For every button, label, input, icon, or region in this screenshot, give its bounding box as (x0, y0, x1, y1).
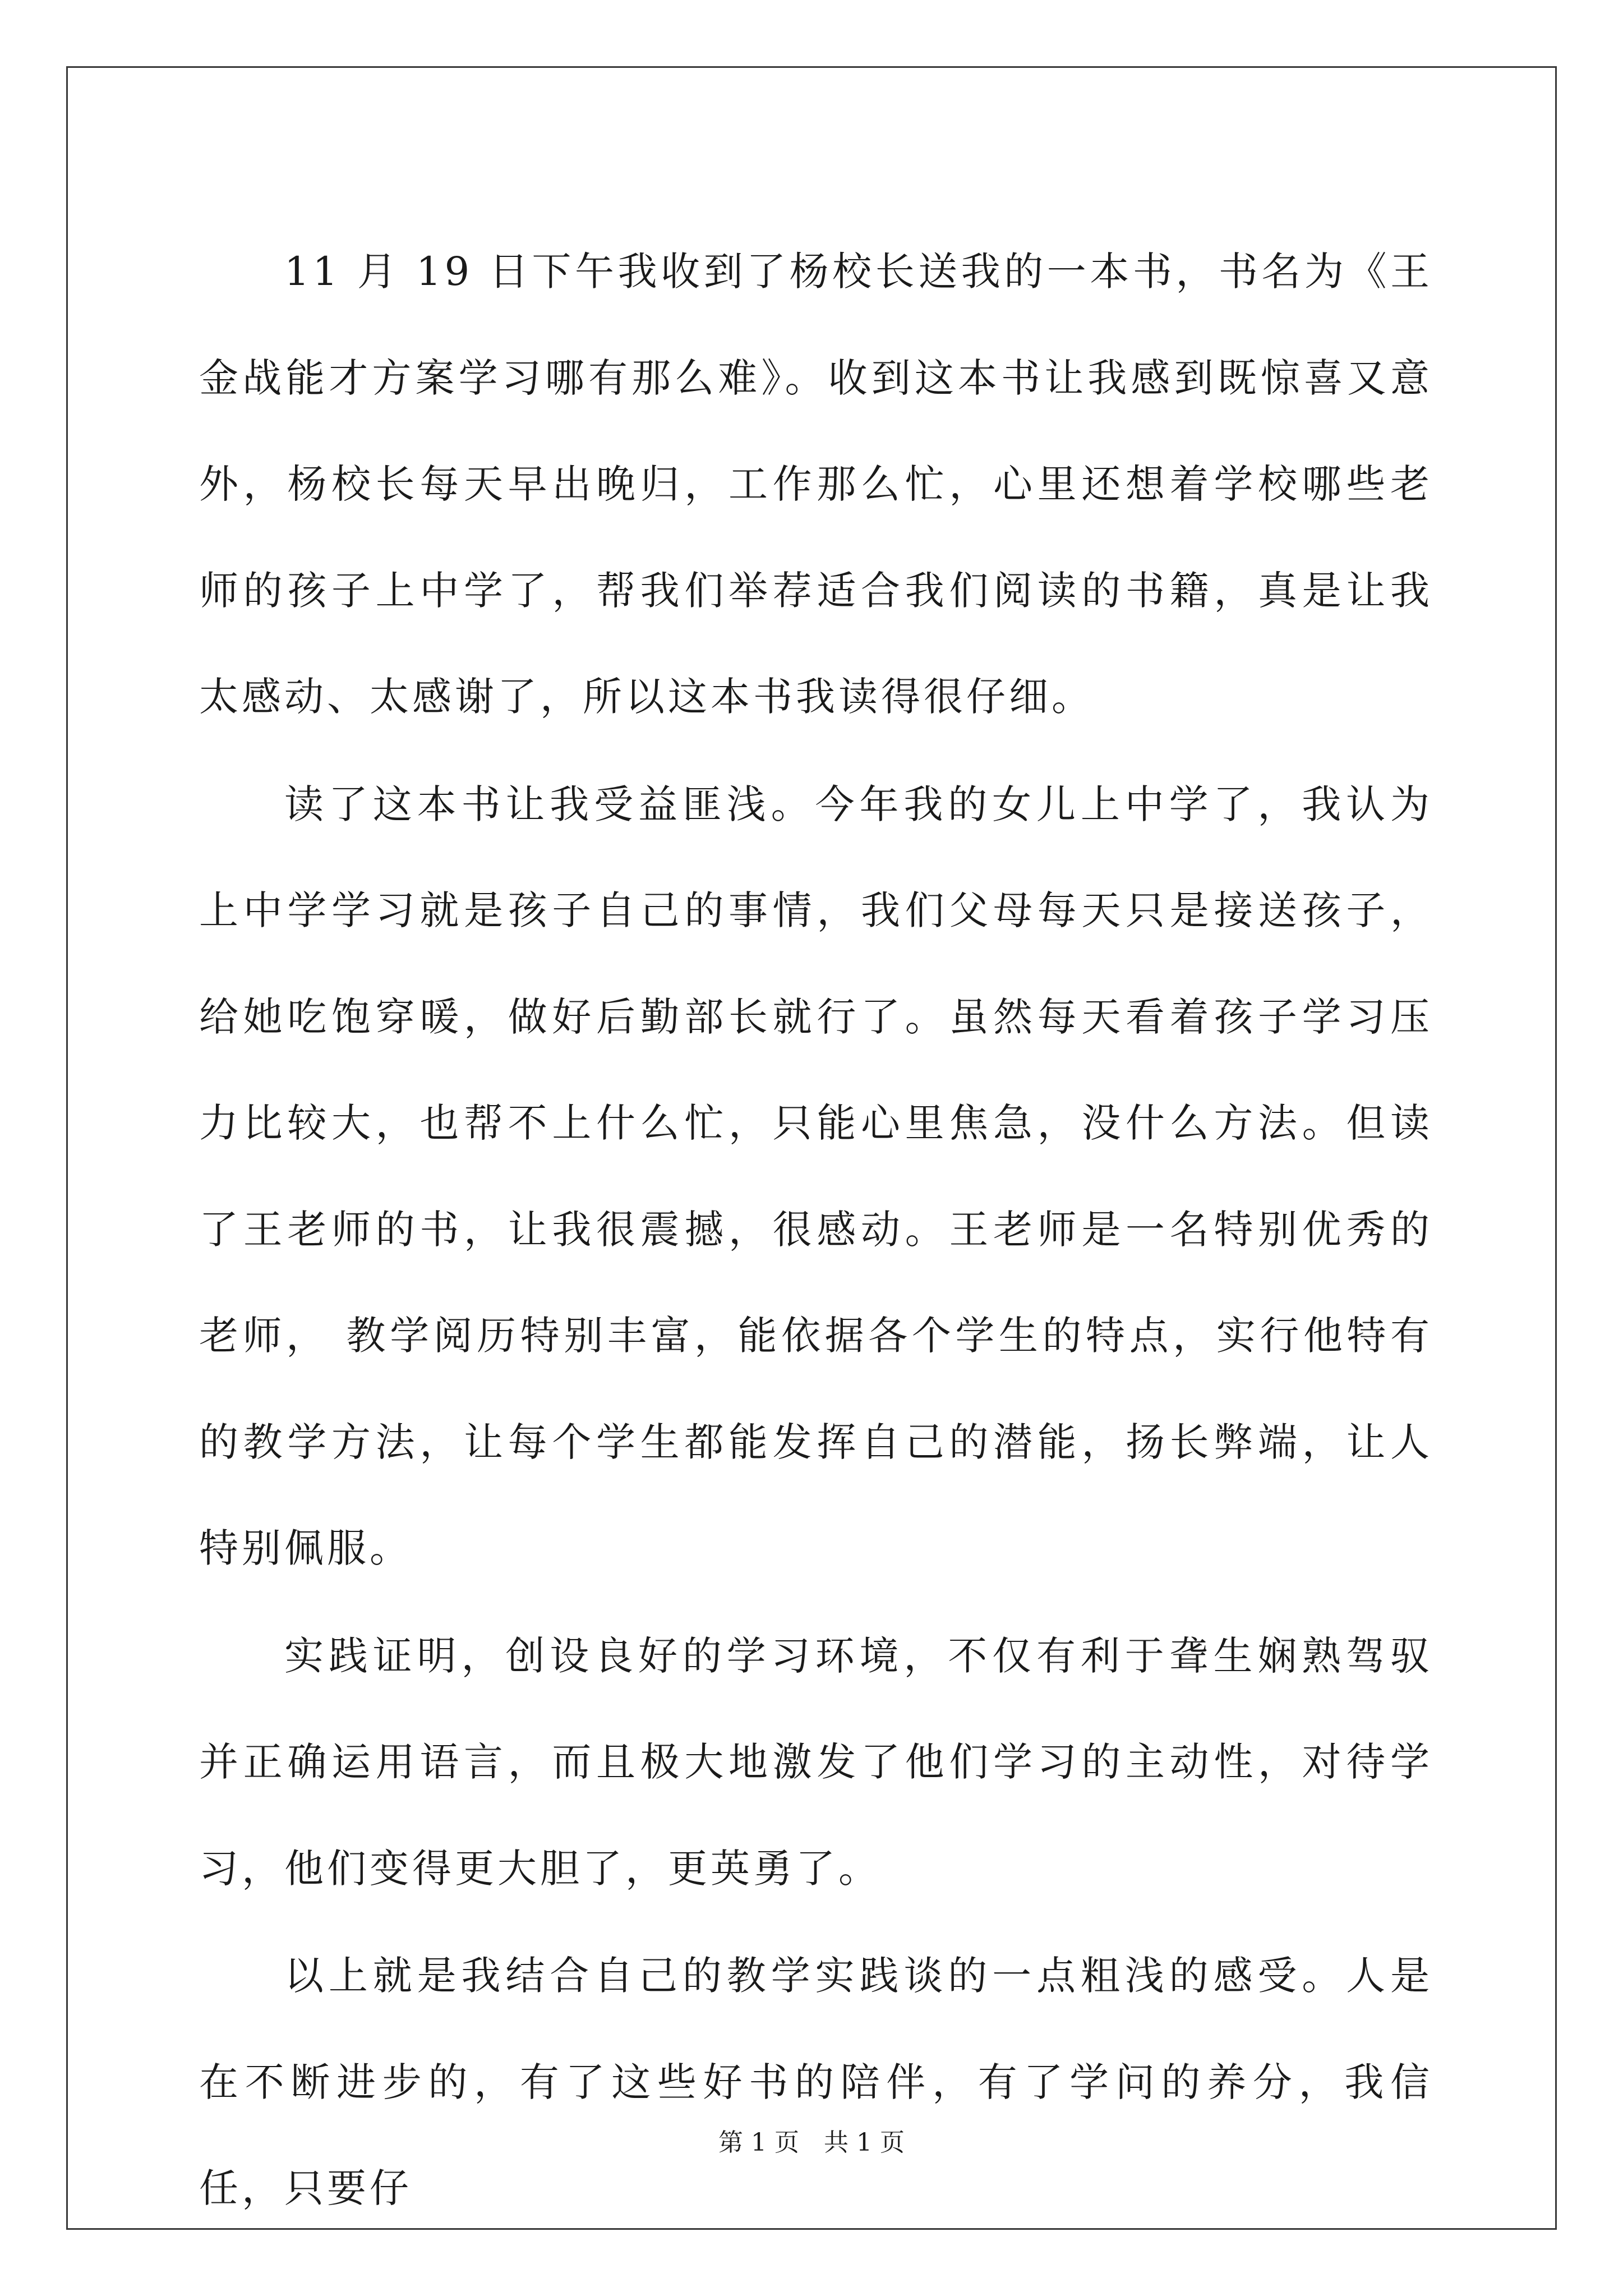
document-body (199, 219, 1433, 2243)
paragraph-2: 读了这本书让我受益匪浅。今年我的女儿上中学了，我认为上中学学习就是孩子自己的事情，我们父母每天只是接送孩子，给她吃饱穿暖，做好后勤部长就行了。虽然每天看着孩子学习压力比较大，也帮不上什么忙，只能心里焦急，没什么方法。但读了王老师的书，让我很震撼，很感动。王老师是一名特别优秀的老师， 教学阅历特别丰富，能依据各个学生的特点，实行他特有的教学方法，让每个学生都能发挥自己的潜能，扬长弊端，让人特别佩服。 (199, 781, 1433, 1571)
paragraph-4: 以上就是我结合自己的教学实践谈的一点粗浅的感受。人是在不断进步的，有了这些好书的陪伴，有了学问的养分，我信任，只要仔 (199, 1953, 1433, 2211)
paragraph-1: 11 月 19 日下午我收到了杨校长送我的一本书，书名为《王金战能才方案学习哪有那么难》。收到这本书让我感到既惊喜又意外，杨校长每天早出晚归，工作那么忙，心里还想着学校哪些老师的孩子上中学了，帮我们举荐适合我们阅读的书籍，真是让我太感动、太感谢了，所以这本书我读得很仔细。 (199, 249, 1433, 720)
page-number-footer: 第 1 页 共 1 页 (718, 2128, 905, 2157)
paragraph-3: 实践证明，创设良好的学习环境，不仅有利于聋生娴熟驾驭并正确运用语言，而且极大地激发了他们学习的主动性，对待学习，他们变得更大胆了，更英勇了。 (199, 1632, 1433, 1892)
